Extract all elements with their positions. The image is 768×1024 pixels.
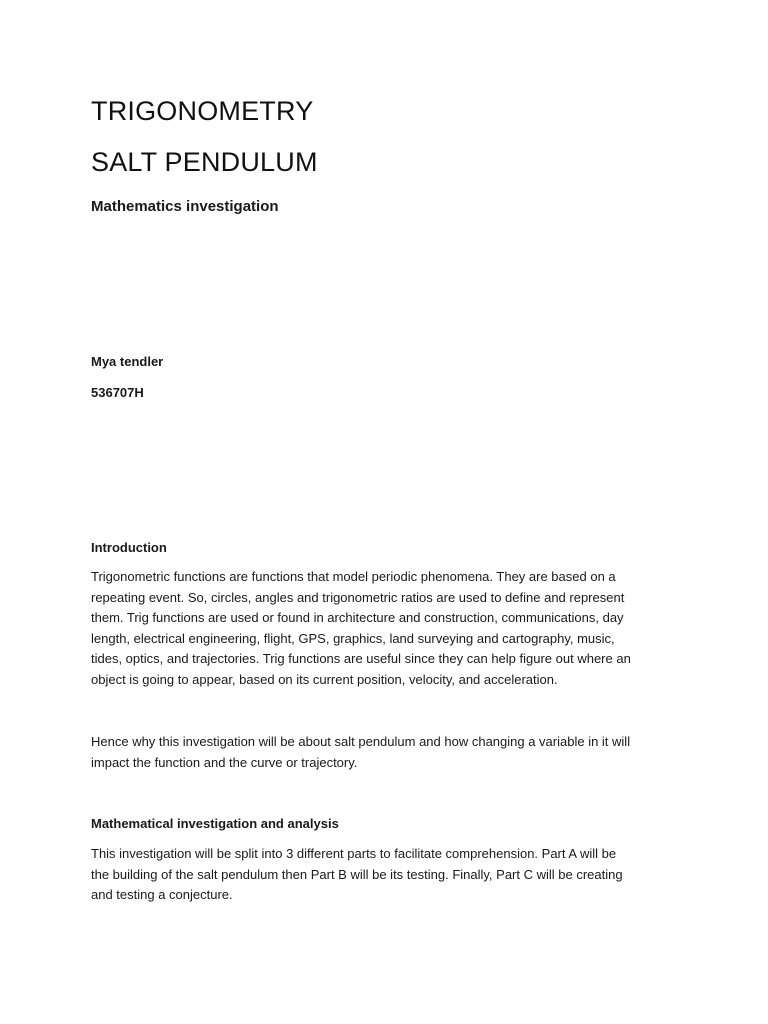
analysis-heading: Mathematical investigation and analysis bbox=[91, 816, 339, 831]
paragraph-line: impact the function and the curve or trajectory. bbox=[91, 754, 358, 770]
paragraph-line: Trigonometric functions are functions that model periodic phenomena. They are based on a bbox=[91, 569, 616, 584]
paragraph-line: repeating event. So, circles, angles and trigonometric ratios are used to define and represent bbox=[91, 589, 625, 605]
paragraph-line: tides, optics, and trajectories. Trig functions are useful since they can help figure out where an bbox=[91, 651, 631, 667]
paragraph-line: Hence why this investigation will be about salt pendulum and how changing a variable in it will bbox=[91, 734, 631, 749]
paragraph-line: the building of the salt pendulum then Part B will be its testing. Finally, Part C will be creating bbox=[91, 866, 623, 882]
paragraph-line: length, electrical engineering, flight, GPS, graphics, land surveying and cartography, music, bbox=[91, 630, 615, 646]
introduction-heading: Introduction bbox=[91, 540, 167, 555]
introduction-paragraph-1 bbox=[91, 567, 681, 691]
paragraph-line: This investigation will be split into 3 different parts to facilitate comprehension. Part A will be bbox=[91, 846, 617, 861]
title-trigonometry: TRIGONOMETRY bbox=[91, 96, 314, 126]
paragraph-line: and testing a conjecture. bbox=[91, 887, 233, 903]
paragraph-line: them. Trig functions are used or found in architecture and construction, communications, day bbox=[91, 610, 624, 626]
title-salt-pendulum: SALT PENDULUM bbox=[91, 147, 318, 177]
student-id: 536707H bbox=[91, 385, 144, 400]
introduction-paragraph-2 bbox=[91, 732, 681, 773]
author-name: Mya tendler bbox=[91, 354, 164, 369]
analysis-paragraph-1 bbox=[91, 844, 681, 906]
paragraph-line: object is going to appear, based on its current position, velocity, and acceleration. bbox=[91, 671, 558, 687]
document-subtitle: Mathematics investigation bbox=[91, 198, 279, 215]
